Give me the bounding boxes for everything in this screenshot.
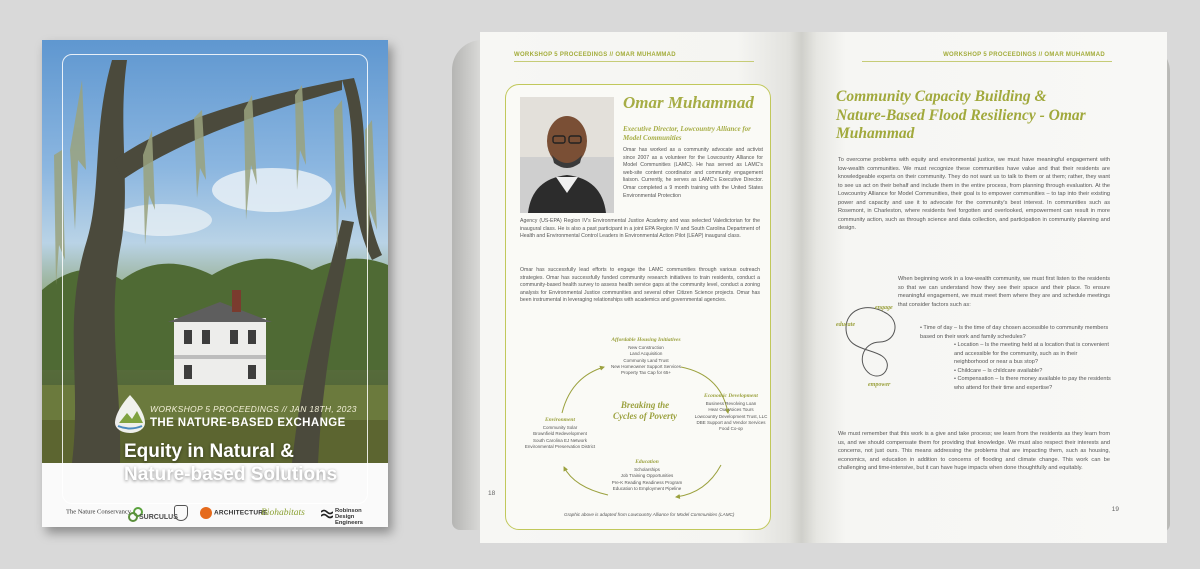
sponsor-logo-strip: [42, 503, 388, 527]
cycle-environment-item: Community Solar: [542, 425, 578, 431]
cycle-housing-item: New Homeowner Support Services: [610, 363, 682, 369]
article-paragraph-1: To overcome problems with equity and environmental justice, we must have meaningful engagement with low-wealth communities. We must recognize these communities have value and that their residents are knowledgeable experts on their community. They do not want us to talk to them or at them; rather, they want to see us act on their behalf and include them in the entire process, from planning through evaluation. At the Lowcountry Alliance for Model Communities, their goal is to empower communities – to tap into their existing power and capacity and use it to advocate for the community's best interest. In communities such as Rosemont, in Charleston, where residents feel forgotten and overlooked, empowerment can result in more community action, such as through science and data collection, and participation in community planning and design.: [838, 157, 1110, 231]
cycle-environment-item: Environmental Preservation District: [524, 443, 596, 449]
cycle-housing-item: Property Tax Cap for 65+: [620, 369, 672, 375]
bio-name: Omar Muhammad: [623, 93, 754, 112]
running-head-right: WORKSHOP 5 PROCEEDINGS // OMAR MUHAMMAD: [943, 52, 1105, 58]
surculus-ring-icon: [128, 512, 138, 522]
paw-icon: [200, 507, 212, 519]
bio-paragraph-2: Omar has successfully lead efforts to engage the LAMC communities through various outreach strategies. Omar has successfully funded community research initiatives to train residents, conduct a community-based health survey to assess health service gaps at the community level, conduct a zoning analysis for Environmental Justice communities and several other Citizen Science projects. Omar has been instrumental in leveraging relationships with academics and governmental agencies.: [520, 267, 760, 304]
sponsor-biohabitats: [261, 509, 305, 519]
engagement-loop-diagram: [836, 290, 906, 386]
cover-title: Equity in Natural & Nature-based Solutions: [124, 441, 338, 485]
portrait-photo: [520, 97, 614, 213]
cycle-environment-title: Environment: [545, 417, 575, 423]
engagement-factors-list: [920, 324, 1112, 392]
cycle-education-title: Education: [635, 459, 659, 465]
right-page: [802, 32, 1167, 543]
cycle-education-item: Education to Employment Pipeline: [612, 485, 682, 491]
cycle-housing-item: Community Land Trust: [623, 357, 669, 363]
cycle-economic-item: Lowcountry Development Trust, LLC: [694, 413, 768, 419]
cycle-economic: [688, 393, 774, 432]
cycle-education-item: Pre-K Reading Readiness Program: [611, 479, 683, 485]
cover-border-frame: [62, 54, 368, 504]
cycle-education: [600, 459, 694, 492]
running-head-left: WORKSHOP 5 PROCEEDINGS // OMAR MUHAMMAD: [514, 52, 676, 58]
sponsor-architecture: [200, 507, 268, 519]
sponsor-robinson-label: Robinson Design Engineers: [335, 508, 364, 527]
cycle-education-item: Job Training Opportunities: [620, 473, 674, 479]
bio-paragraph-1: Omar has worked as a community advocate and activist since 2007 as a volunteer for the Lowcountry Alliance for Model Communities (LAMC). He has served as LAMC's web-site content coordinator and community engagement liaison. Currently, he serves as LAMC's Executive Director. Omar completed a 9 month training with the United States Environmental Protection: [623, 147, 763, 199]
nature-exchange-logo-icon: [113, 393, 147, 433]
list-item: • Childcare – Is childcare available?: [954, 367, 1043, 374]
running-head-rule: [514, 61, 754, 62]
article-paragraph-3: We must remember that this work is a give and take process; we learn from the residents as they learn from us, and we should compensate them for providing that knowledge. We must also respect their interests and concerns, not just ours. This means addressing the problems that are impacting them, such as housing, economics, and education in addition to concerns of flooding and climate change. This work can be challenging and time-intensive, but it can have huge impacts when done thoughtfully and equitably.: [838, 431, 1110, 471]
article-title: Community Capacity Building & Nature-Based Flood Resiliency - Omar Muhammad: [836, 88, 1086, 143]
sponsor-surculus: [128, 512, 178, 522]
cycle-economic-item: DBE Support and Vendor Services: [696, 419, 766, 425]
cycle-economic-title: Economic Development: [704, 393, 758, 399]
bio-paragraph-1-continued: Agency (US-EPA) Region IV's Environmental Justice Academy and was selected Valedictorian for the inaugural class. He is also a past participant in a joint EPA Region IV and South Carolina Department of Health and Environmental Control Leaders in Environmental Action Pilot (LEAP) inaugural class.: [520, 218, 760, 240]
list-item: • Location – Is the meeting held at a location that is convenient and accessible for the community, such as in their neighborhood or near a bus stop?: [954, 342, 1109, 365]
page-number-left: 18: [488, 490, 496, 497]
list-item: • Compensation – Is there money available to pay the residents who attend for their time and expertise?: [954, 376, 1111, 391]
cycle-housing-item: Land Acquisition: [629, 351, 663, 357]
poverty-cycle-diagram: [516, 335, 766, 505]
cycle-environment-item: South Carolina EJ Network: [532, 437, 588, 443]
crest-icon: [174, 505, 188, 521]
sponsor-architecture-label: ARCHITECTURE: [214, 509, 268, 517]
left-page: [480, 32, 802, 543]
cycle-environment-item: Brownfield Redevelopment: [533, 431, 587, 437]
cover-workshop-meta: WORKSHOP 5 PROCEEDINGS // JAN 18TH, 2023: [150, 404, 357, 414]
wave-icon: [321, 508, 333, 520]
loop-engage-label: engage: [875, 305, 893, 311]
cycle-economic-item: Business Revolving Loan: [705, 401, 757, 407]
cycle-housing: [596, 337, 696, 376]
running-head-rule: [862, 61, 1112, 62]
page-number-right: 19: [1111, 506, 1119, 513]
graphic-caption: Graphic above is adapted from Lowcountry Alliance for Model Communities (LAMC): [564, 512, 735, 517]
article-paragraph-2: When beginning work in a low-wealth community, we must first listen to the residents so that we can understand how they see their space and their place. To ensure meaningful engagement, we must meet them where they are and schedule meetings that consider factors such as:: [898, 276, 1110, 308]
bio-card: [505, 84, 771, 530]
sponsor-biohabitats-label: Biohabitats: [261, 508, 305, 518]
cycle-education-item: Scholarships: [634, 467, 660, 473]
cycle-housing-item: New Construction: [628, 345, 664, 351]
cover-exchange-name: THE NATURE-BASED EXCHANGE: [150, 417, 346, 429]
bio-role: Executive Director, Lowcountry Alliance for Model Communities: [623, 125, 751, 142]
list-item: • Time of day – Is the time of day chosen accessible to community members based on their work and family schedules?: [920, 325, 1109, 340]
sponsor-surculus-label: SURCULUS: [139, 513, 178, 521]
cycle-environment: [516, 417, 604, 450]
cycle-economic-item: Hear Our Voices Tours: [708, 407, 754, 413]
proceedings-cover: [42, 40, 388, 527]
cycle-economic-item: Food Co-op: [719, 425, 743, 431]
loop-educate-label: educate: [836, 322, 855, 328]
loop-empower-label: empower: [868, 382, 891, 388]
sponsor-robinson: [321, 508, 367, 526]
cycle-housing-title: Affordable Housing Initiatives: [611, 337, 681, 343]
cycle-center-label: Breaking the Cycles of Poverty: [613, 400, 677, 421]
sponsor-tnc-label: The Nature Conservancy: [66, 508, 131, 516]
